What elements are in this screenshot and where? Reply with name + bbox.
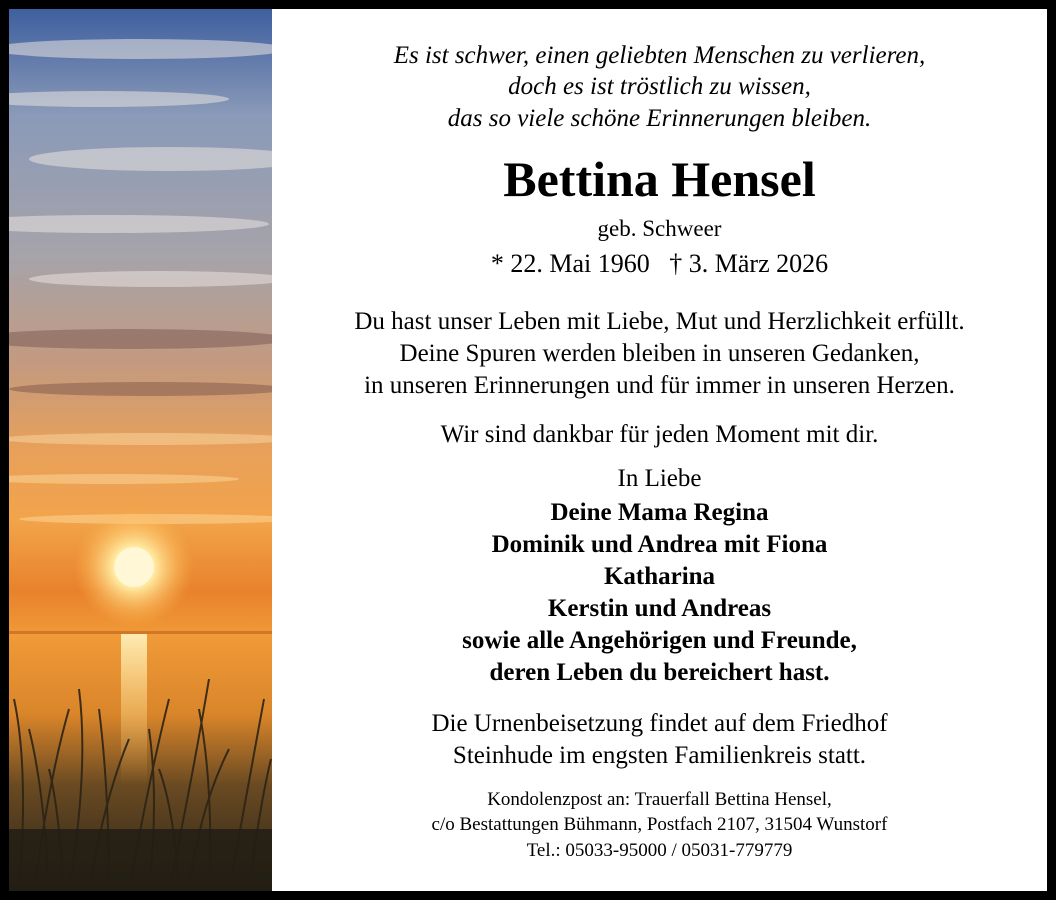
verse-line-2: doch es ist tröstlich zu wissen, bbox=[508, 73, 811, 100]
mourner-line-2: Dominik und Andrea mit Fiona bbox=[491, 531, 828, 558]
mourner-line-1: Deine Mama Regina bbox=[550, 499, 769, 526]
obituary-text bbox=[272, 9, 1047, 891]
mourner-line-5: sowie alle Angehörigen und Freunde, bbox=[462, 627, 857, 654]
deceased-name: Bettina Hensel bbox=[503, 151, 816, 207]
mourner-line-4: Kerstin und Andreas bbox=[547, 595, 772, 622]
birth-date: * 22. Mai 1960 bbox=[490, 249, 650, 278]
sunset-photo bbox=[9, 9, 272, 891]
message-line-1: Du hast unser Leben mit Liebe, Mut und Herzlichkeit erfüllt. bbox=[354, 308, 965, 335]
contact-line-1: Kondolenzpost an: Trauerfall Bettina Hensel, bbox=[487, 789, 832, 810]
mourner-line-6: deren Leben du bereichert hast. bbox=[489, 659, 830, 686]
verse-line-3: das so viele schöne Erinnerungen bleiben. bbox=[447, 105, 872, 132]
message-line-3: in unseren Erinnerungen und für immer in unseren Herzen. bbox=[364, 372, 955, 399]
death-date: † 3. März 2026 bbox=[669, 249, 829, 278]
in-love-line: In Liebe bbox=[617, 465, 702, 492]
verse-line-1: Es ist schwer, einen geliebten Menschen zu verlieren, bbox=[393, 42, 926, 69]
burial-line-1: Die Urnenbeisetzung findet auf dem Friedhof bbox=[431, 710, 888, 737]
contact-line-2: c/o Bestattungen Bühmann, Postfach 2107, 31504 Wunstorf bbox=[431, 814, 888, 835]
gratitude-line: Wir sind dankbar für jeden Moment mit dir. bbox=[440, 421, 879, 448]
maiden-name: geb. Schweer bbox=[597, 216, 722, 241]
burial-line-2: Steinhude im engsten Familienkreis statt. bbox=[452, 742, 867, 769]
life-dates bbox=[272, 249, 1047, 279]
message-line-2: Deine Spuren werden bleiben in unseren Gedanken, bbox=[399, 340, 920, 367]
contact-line-3: Tel.: 05033-95000 / 05031-779779 bbox=[526, 840, 793, 861]
mourner-line-3: Katharina bbox=[603, 563, 716, 590]
